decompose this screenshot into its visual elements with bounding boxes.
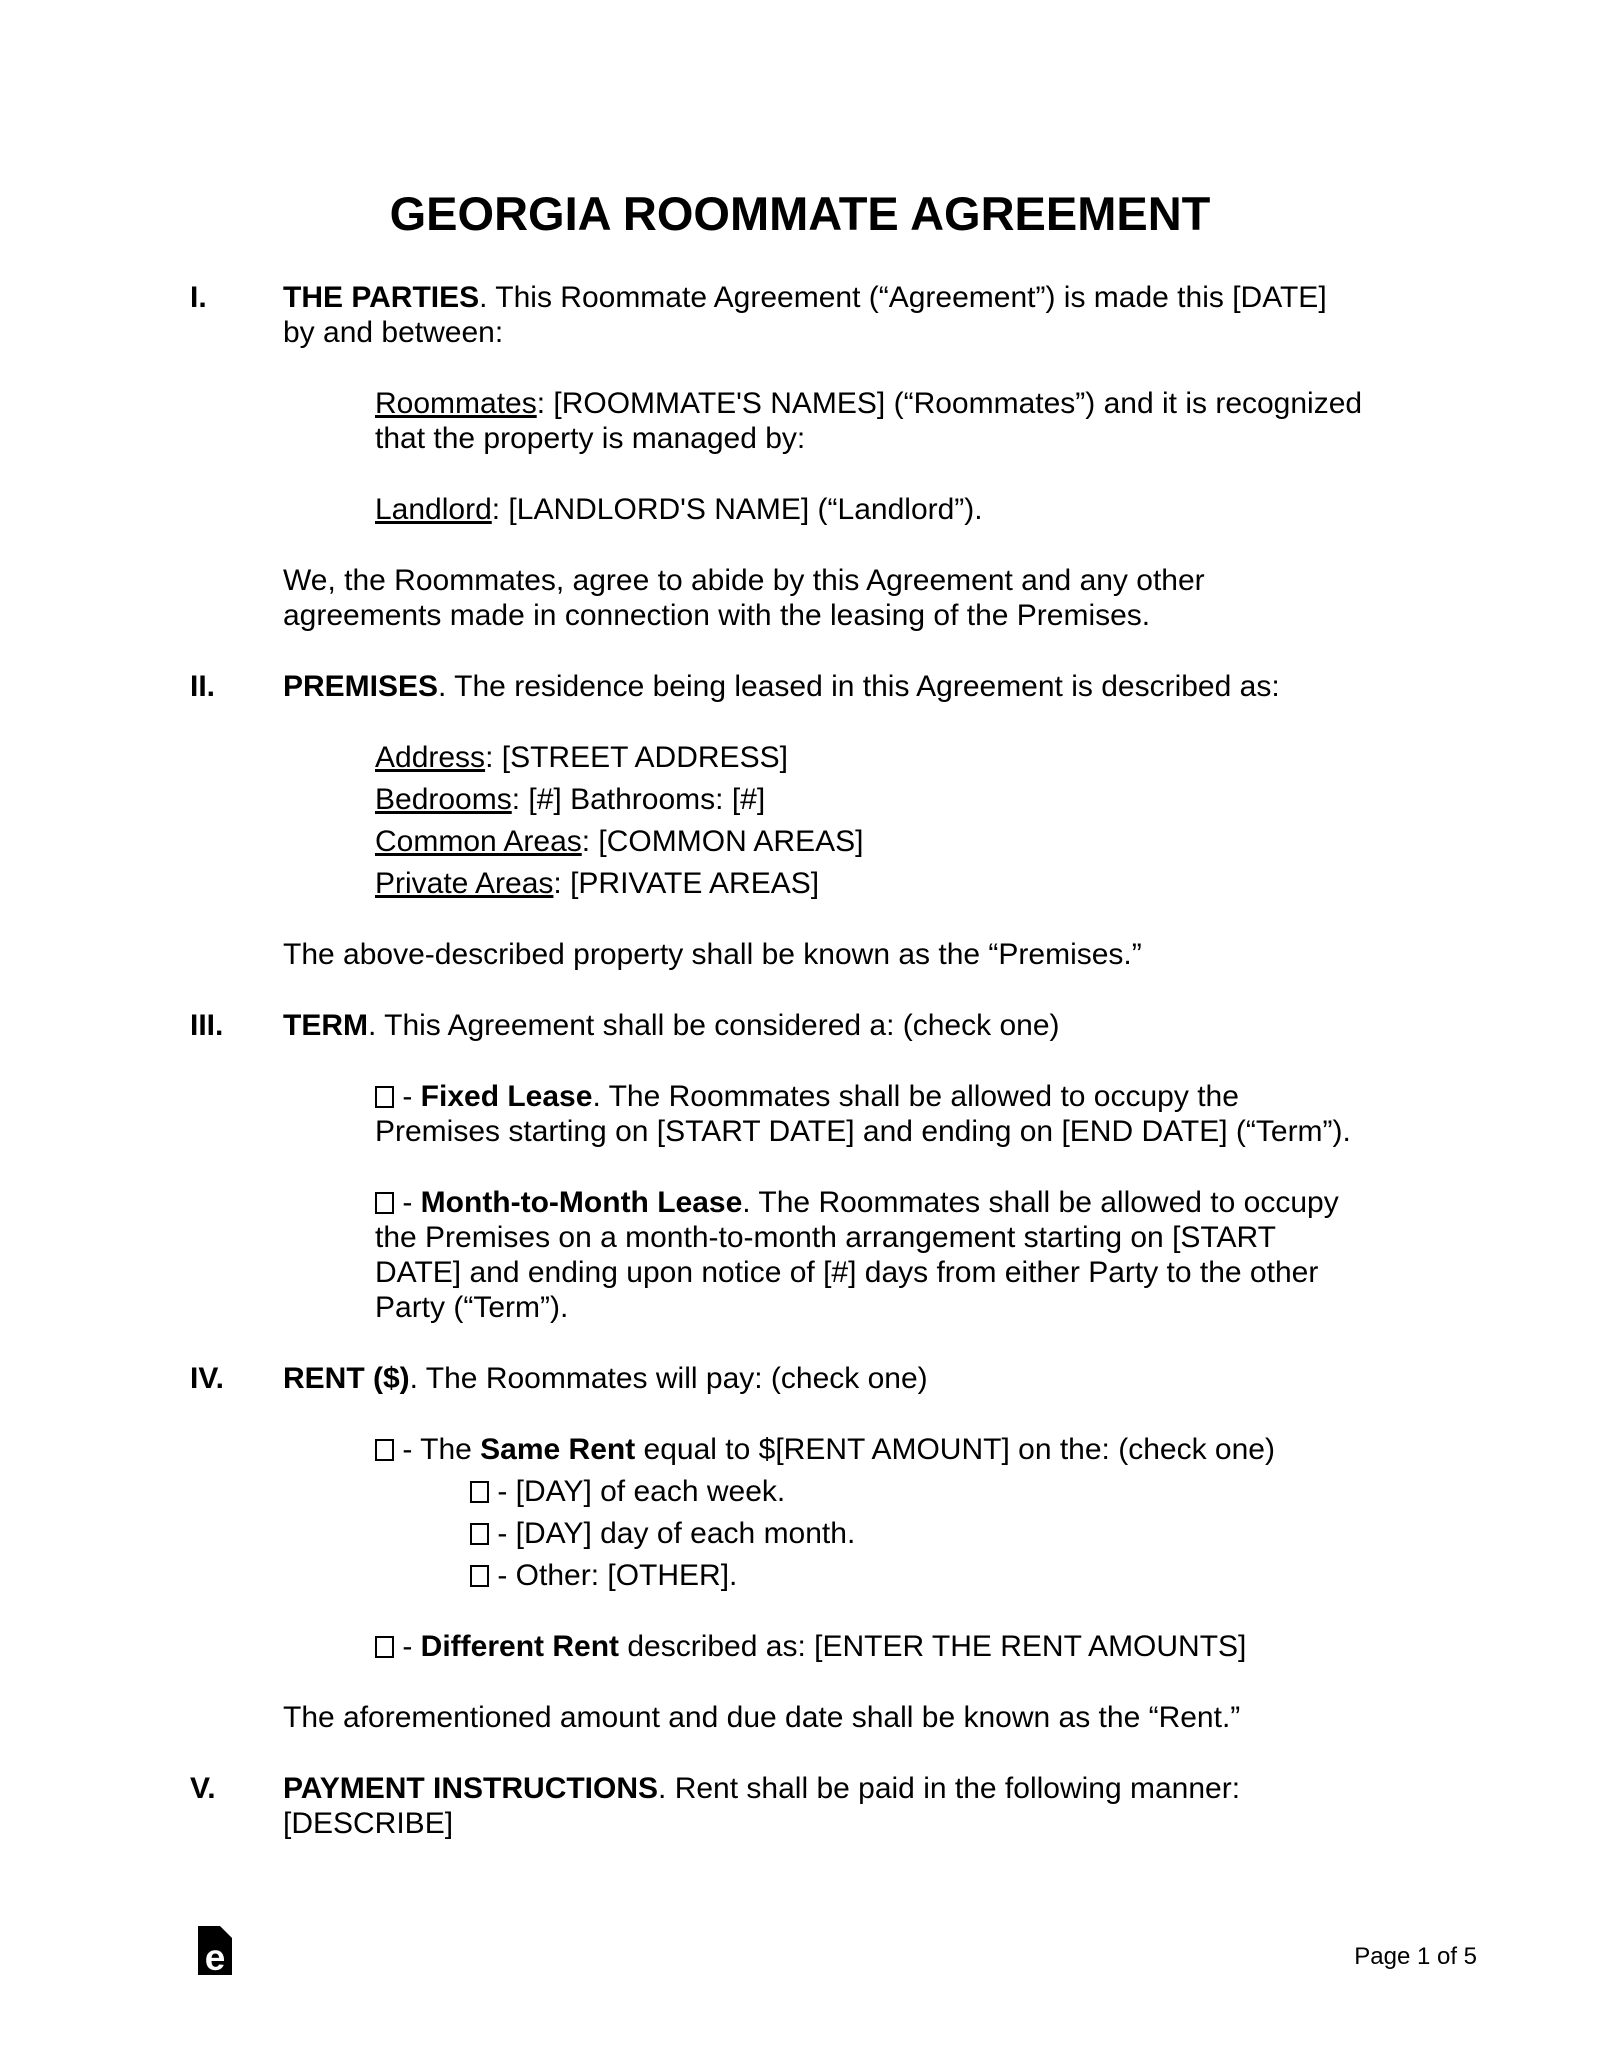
private-areas-value: : [PRIVATE AREAS] <box>553 867 820 900</box>
same-rent-text: equal to $[RENT AMOUNT] on the: (check one) <box>635 1433 1275 1466</box>
section-body <box>283 280 1450 633</box>
checkbox-icon <box>375 1086 394 1108</box>
section-heading-paragraph <box>283 1361 1450 1396</box>
other-option-line <box>470 1558 1450 1593</box>
section-body <box>283 1771 1450 1841</box>
premises-details <box>375 740 1450 901</box>
section-heading-paragraph <box>283 1008 1450 1043</box>
landlord-label: Landlord <box>375 493 492 526</box>
fixed-lease-option <box>375 1079 1450 1149</box>
text-line: that the property is managed by: <box>375 422 806 455</box>
common-areas-label: Common Areas <box>375 825 582 858</box>
roommates-label: Roommates <box>375 387 537 420</box>
section-premises <box>190 669 1450 972</box>
different-rent-label: Different Rent <box>420 1630 620 1663</box>
section-heading-paragraph <box>283 669 1450 704</box>
section-rent <box>190 1361 1450 1735</box>
address-line <box>375 740 1450 775</box>
week-option-line <box>470 1474 1450 1509</box>
fixed-lease-label: Fixed Lease <box>420 1080 593 1113</box>
text-line <box>375 1629 1450 1664</box>
other-option-text: - Other: [OTHER]. <box>489 1559 738 1592</box>
section-heading: THE PARTIES <box>283 281 480 314</box>
text-line: agreements made in connection with the leasing of the Premises. <box>283 599 1151 632</box>
agree-paragraph <box>283 563 1450 633</box>
page-number: Page 1 of 5 <box>1354 1943 1477 1970</box>
text-line: The above-described property shall be known as the “Premises.” <box>283 938 1142 971</box>
heading-text: . This Roommate Agreement (“Agreement”) is made this [DATE] <box>479 281 1327 314</box>
bedrooms-value: : [#] Bathrooms: [#] <box>511 783 766 816</box>
address-label: Address <box>375 741 486 774</box>
text-line: DATE] and ending upon notice of [#] days from either Party to the other <box>375 1256 1319 1289</box>
section-heading: RENT ($) <box>283 1362 410 1395</box>
heading-text: . The residence being leased in this Agreement is described as: <box>438 670 1280 703</box>
premises-known-paragraph <box>283 937 1450 972</box>
text-line <box>375 492 1450 527</box>
checkbox-icon <box>470 1481 489 1503</box>
different-rent-option <box>375 1629 1450 1664</box>
page-title: GEORGIA ROOMMATE AGREEMENT <box>389 187 1211 240</box>
common-areas-line <box>375 824 1450 859</box>
checkbox-icon <box>470 1565 489 1587</box>
same-rent-pre: - The <box>394 1433 481 1466</box>
eforms-logo <box>198 1926 232 1978</box>
section-body <box>283 1361 1450 1735</box>
text-line: Party (“Term”). <box>375 1291 569 1324</box>
text-line <box>375 1432 1450 1467</box>
text-line <box>283 1008 1450 1043</box>
month-option-text: - [DAY] day of each month. <box>489 1517 856 1550</box>
section-number: III. <box>190 1009 224 1042</box>
section-heading-paragraph <box>283 280 1450 350</box>
rent-known-paragraph <box>283 1700 1450 1735</box>
heading-text: . The Roommates will pay: (check one) <box>409 1362 928 1395</box>
separator: - <box>394 1186 421 1219</box>
section-number: I. <box>190 281 207 314</box>
section-term <box>190 1008 1450 1325</box>
separator: - <box>394 1630 421 1663</box>
section-number: V. <box>190 1772 216 1805</box>
text-line: We, the Roommates, agree to abide by this Agreement and any other <box>283 564 1205 597</box>
text-line: the Premises on a month-to-month arrangement starting on [START <box>375 1221 1276 1254</box>
section-payment-instructions <box>190 1771 1450 1841</box>
text-line <box>375 1185 1450 1220</box>
landlord-paragraph <box>375 492 1450 527</box>
roommates-text: : [ROOMMATE'S NAMES] (“Roommates”) and it is recognized <box>536 387 1363 420</box>
section-body <box>283 669 1450 972</box>
section-heading: PREMISES <box>283 670 439 703</box>
section-heading: TERM <box>283 1009 368 1042</box>
month-to-month-label: Month-to-Month Lease <box>420 1186 743 1219</box>
heading-text: . Rent shall be paid in the following manner: <box>658 1772 1241 1805</box>
text-line <box>375 386 1450 421</box>
common-areas-value: : [COMMON AREAS] <box>581 825 864 858</box>
same-rent-label: Same Rent <box>480 1433 636 1466</box>
section-heading: PAYMENT INSTRUCTIONS <box>283 1772 659 1805</box>
section-heading-paragraph <box>283 1771 1450 1841</box>
month-option-line <box>470 1516 1450 1551</box>
checkbox-icon <box>375 1192 394 1214</box>
private-areas-line <box>375 866 1450 901</box>
private-areas-label: Private Areas <box>375 867 554 900</box>
text-line: Premises starting on [START DATE] and ending on [END DATE] (“Term”). <box>375 1115 1351 1148</box>
heading-text: . This Agreement shall be considered a: (check one) <box>368 1009 1060 1042</box>
text-line <box>283 280 1450 315</box>
text-line: The aforementioned amount and due date shall be known as the “Rent.” <box>283 1701 1241 1734</box>
eforms-logo-letter: e <box>204 1937 226 1978</box>
fixed-lease-text: . The Roommates shall be allowed to occupy the <box>592 1080 1239 1113</box>
separator: - <box>394 1080 421 1113</box>
text-line <box>283 1771 1450 1806</box>
bedrooms-line <box>375 782 1450 817</box>
section-number: II. <box>190 670 216 703</box>
section-number: IV. <box>190 1362 224 1395</box>
address-value: : [STREET ADDRESS] <box>485 741 788 774</box>
checkbox-icon <box>375 1439 394 1461</box>
month-to-month-option <box>375 1185 1450 1325</box>
landlord-text: : [LANDLORD'S NAME] (“Landlord”). <box>491 493 983 526</box>
different-rent-text: described as: [ENTER THE RENT AMOUNTS] <box>619 1630 1247 1663</box>
text-line: by and between: <box>283 316 504 349</box>
bedrooms-label: Bedrooms <box>375 783 512 816</box>
checkbox-icon <box>470 1523 489 1545</box>
section-the-parties <box>190 280 1450 633</box>
text-line <box>375 1079 1450 1114</box>
section-body <box>283 1008 1450 1325</box>
same-rent-option <box>375 1432 1450 1593</box>
text-line <box>283 669 1450 704</box>
month-to-month-text: . The Roommates shall be allowed to occupy <box>742 1186 1339 1219</box>
text-line: [DESCRIBE] <box>283 1807 454 1840</box>
roommates-paragraph <box>375 386 1450 456</box>
checkbox-icon <box>375 1636 394 1658</box>
week-option-text: - [DAY] of each week. <box>489 1475 786 1508</box>
text-line <box>283 1361 1450 1396</box>
